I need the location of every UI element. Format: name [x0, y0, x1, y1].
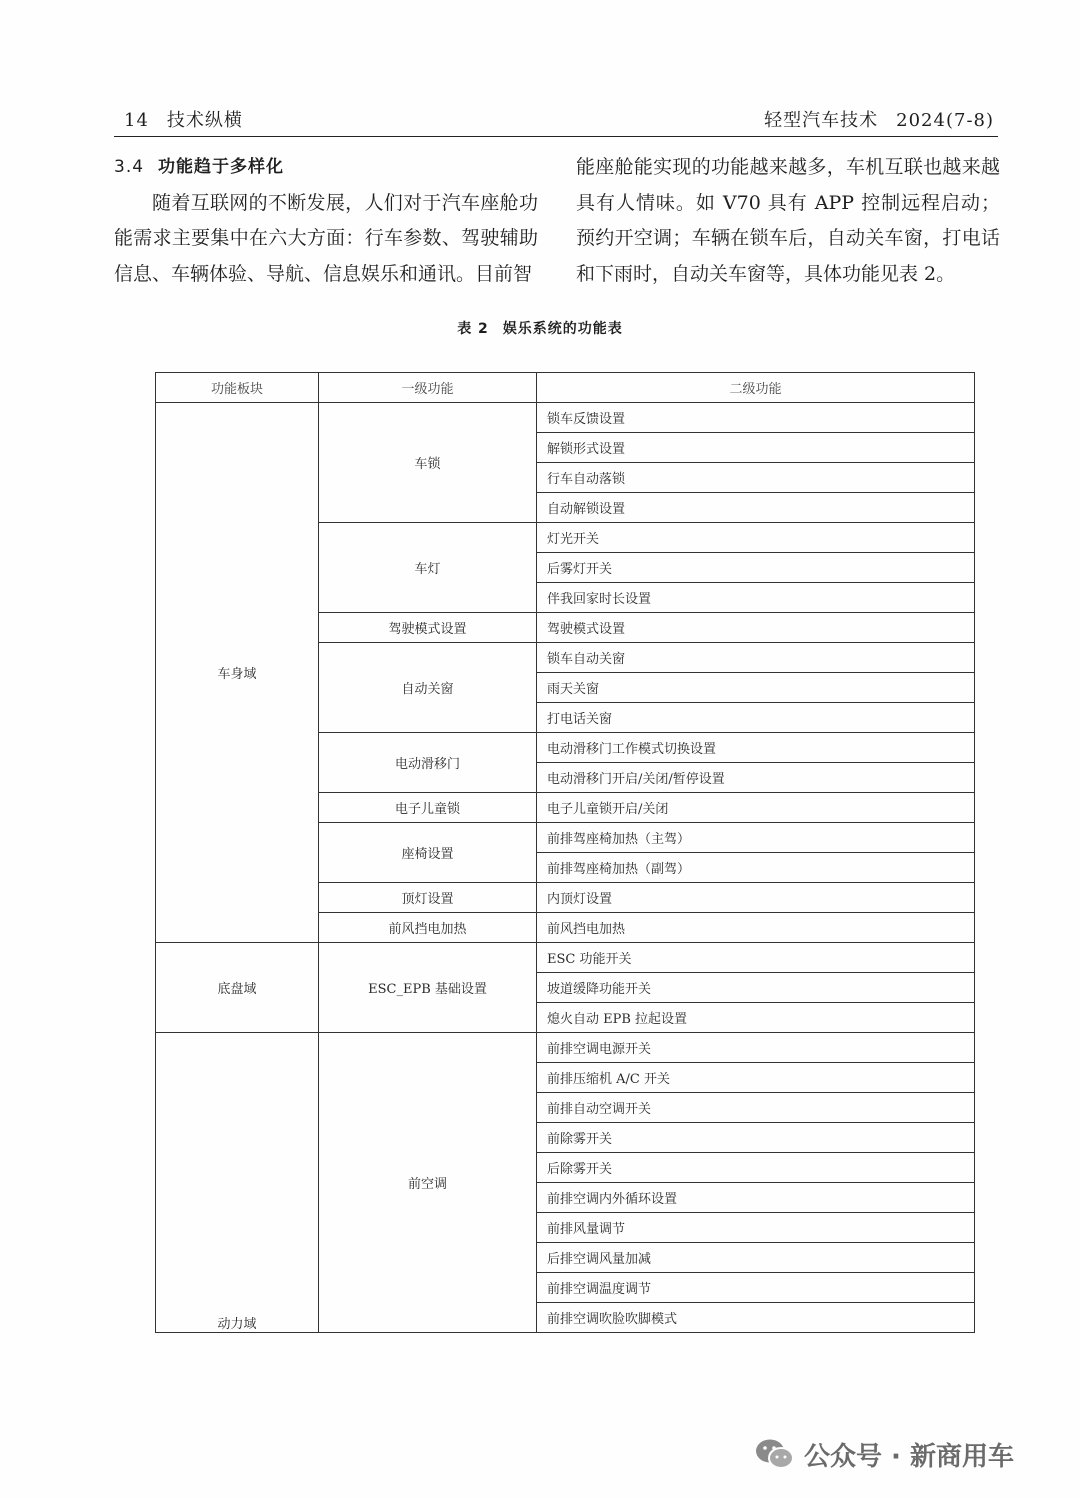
page-number: 14 — [124, 110, 149, 131]
secondary-function-cell: 前排压缩机 A/C 开关 — [537, 1063, 975, 1093]
table-row — [156, 1033, 975, 1063]
body-paragraph-right: 能座舱能实现的功能越来越多，车机互联也越来越具有人情味。如 V70 具有 APP 控制远程启动；预约开空调；车辆在锁车后，自动关车窗，打电话和下雨时，自动关车窗等，具体功能见表 2。 — [576, 156, 1000, 285]
secondary-function-cell: 前排风量调节 — [537, 1213, 975, 1243]
secondary-function-cell: 电子儿童锁开启/关闭 — [537, 793, 975, 823]
header-secondary: 二级功能 — [537, 373, 975, 403]
secondary-function-cell: 前排空调温度调节 — [537, 1273, 975, 1303]
left-column — [114, 150, 538, 292]
secondary-function-cell: 伴我回家时长设置 — [537, 583, 975, 613]
secondary-function-cell: 前排驾座椅加热（副驾） — [537, 853, 975, 883]
secondary-function-cell: 后雾灯开关 — [537, 553, 975, 583]
primary-function-cell: 前风挡电加热 — [319, 913, 537, 943]
primary-function-cell: 电子儿童锁 — [319, 793, 537, 823]
secondary-function-cell: 打电话关窗 — [537, 703, 975, 733]
secondary-function-cell: 前排空调内外循环设置 — [537, 1183, 975, 1213]
journal-name: 轻型汽车技术 — [764, 110, 879, 131]
primary-function-cell: 驾驶模式设置 — [319, 613, 537, 643]
secondary-function-cell: 锁车自动关窗 — [537, 643, 975, 673]
header-primary: 一级功能 — [319, 373, 537, 403]
secondary-function-cell: 前排自动空调开关 — [537, 1093, 975, 1123]
domain-cell: 车身域 — [156, 403, 319, 943]
secondary-function-cell: 驾驶模式设置 — [537, 613, 975, 643]
secondary-function-cell: 解锁形式设置 — [537, 433, 975, 463]
secondary-function-cell: 前排驾座椅加热（主驾） — [537, 823, 975, 853]
primary-function-cell: 自动关窗 — [319, 643, 537, 733]
function-table — [155, 372, 975, 1333]
secondary-function-cell: 后排空调风量加减 — [537, 1243, 975, 1273]
table-row — [156, 943, 975, 973]
watermark — [754, 1432, 1014, 1476]
section-name: 技术纵横 — [166, 110, 243, 131]
secondary-function-cell: 自动解锁设置 — [537, 493, 975, 523]
header-right — [764, 106, 994, 132]
primary-function-cell: ESC_EPB 基础设置 — [319, 943, 537, 1033]
secondary-function-cell: 后除雾开关 — [537, 1153, 975, 1183]
watermark-text: 公众号 · 新商用车 — [804, 1441, 1014, 1472]
table-number: 表 2 — [457, 321, 489, 337]
secondary-function-cell: 灯光开关 — [537, 523, 975, 553]
secondary-function-cell: 内顶灯设置 — [537, 883, 975, 913]
secondary-function-cell: 电动滑移门开启/关闭/暂停设置 — [537, 763, 975, 793]
header-module: 功能板块 — [156, 373, 319, 403]
primary-function-cell: 电动滑移门 — [319, 733, 537, 793]
section-number: 3.4 — [114, 157, 145, 177]
secondary-function-cell: 前排空调吹脸吹脚模式 — [537, 1303, 975, 1333]
secondary-function-cell: 雨天关窗 — [537, 673, 975, 703]
page-crop-mask — [150, 1356, 980, 1396]
secondary-function-cell: 锁车反馈设置 — [537, 403, 975, 433]
table-header-row — [156, 373, 975, 403]
primary-function-cell: 车灯 — [319, 523, 537, 613]
primary-function-cell: 顶灯设置 — [319, 883, 537, 913]
issue-number: 2024(7-8) — [896, 110, 994, 131]
table-row — [156, 403, 975, 433]
secondary-function-cell: ESC 功能开关 — [537, 943, 975, 973]
secondary-function-cell: 电动滑移门工作模式切换设置 — [537, 733, 975, 763]
right-column — [576, 150, 1000, 292]
primary-function-cell: 座椅设置 — [319, 823, 537, 883]
body-paragraph-left: 随着互联网的不断发展，人们对于汽车座舱功能需求主要集中在六大方面：行车参数、驾驶辅助信息、车辆体验、导航、信息娱乐和通讯。目前智 — [114, 191, 538, 285]
domain-cell: 动力域 — [156, 1033, 319, 1333]
secondary-function-cell: 坡道缓降功能开关 — [537, 973, 975, 1003]
secondary-function-cell: 前风挡电加热 — [537, 913, 975, 943]
running-header — [114, 104, 998, 137]
primary-function-cell: 车锁 — [319, 403, 537, 523]
table-caption — [0, 318, 1080, 338]
table-title: 娱乐系统的功能表 — [502, 321, 623, 337]
section-heading — [114, 150, 538, 186]
secondary-function-cell: 熄火自动 EPB 拉起设置 — [537, 1003, 975, 1033]
header-left — [124, 106, 243, 132]
secondary-function-cell: 前除雾开关 — [537, 1123, 975, 1153]
primary-function-cell: 前空调 — [319, 1033, 537, 1333]
section-title: 功能趋于多样化 — [158, 157, 285, 177]
secondary-function-cell: 前排空调电源开关 — [537, 1033, 975, 1063]
wechat-icon — [754, 1437, 796, 1471]
domain-cell: 底盘域 — [156, 943, 319, 1033]
secondary-function-cell: 行车自动落锁 — [537, 463, 975, 493]
